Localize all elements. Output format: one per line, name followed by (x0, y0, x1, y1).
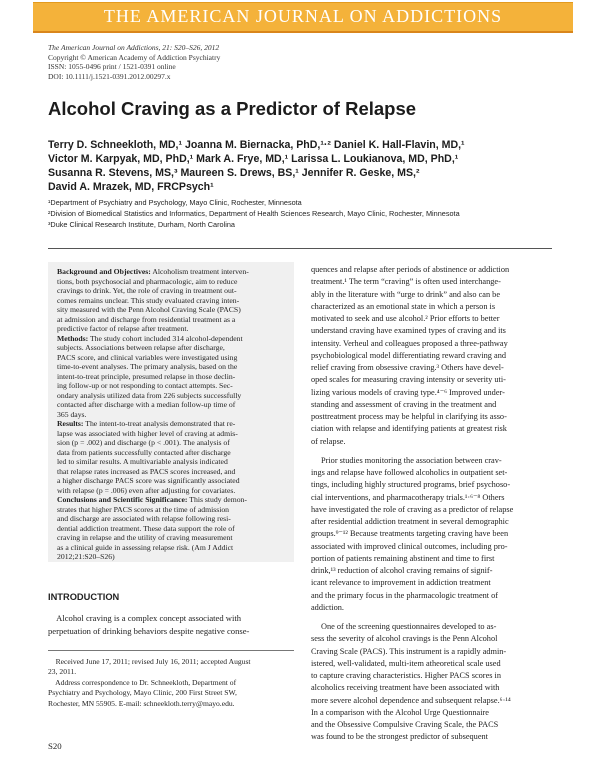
body-line: ably in the literature with “urge to drink” and also can be (311, 289, 500, 299)
abstract-line: and discharge are associated with relapse following resi- (57, 514, 231, 524)
abstract-line: craving in relapse and the utility of craving measurement (57, 533, 233, 543)
abstract-line: contacted after discharge with a median follow-up time of (57, 400, 236, 410)
journal-banner-title: THE AMERICAN JOURNAL ON ADDICTIONS (103, 6, 503, 26)
abstract-line: dential addiction treatment. These data support the role of (57, 523, 235, 533)
author-line: David A. Mrazek, MD, FRCPsych¹ (48, 181, 214, 194)
abstract-results-label: Results: (57, 419, 84, 429)
body-line: more severe alcohol dependence and subsequent relapse.⁶·¹⁴ (311, 695, 511, 705)
author-line: Victor M. Karpyak, MD, PhD,¹ Mark A. Frye, MD,¹ Larissa L. Loukianova, MD, PhD,¹ (48, 153, 459, 166)
abstract-line: Background and Objectives: Alcoholism treatment interven- (57, 267, 249, 276)
footnote (48, 657, 251, 709)
body-line: In a comparison with the Alcohol Urge Questionnaire (311, 707, 489, 717)
body-line: have investigated the role of craving as a predictor of relapse (311, 504, 514, 514)
body-line: cial interventions, and pharmacotherapy trials.¹·⁶⁻⁸ Others (311, 492, 505, 502)
abstract-line: time-to-event analyses. The primary analysis, based on the (57, 362, 238, 372)
abstract-line: sity measured with the Penn Alcohol Craving Scale (PACS) (57, 305, 241, 315)
abstract-conclusions-label: Conclusions and Scientific Significance: (57, 495, 188, 505)
abstract-line: that relapse rates increased as PACS scores increased, and (57, 466, 236, 476)
footnote-line: Address correspondence to Dr. Schneekloth, Department of (48, 677, 237, 687)
body-line: treatment.¹ The term “craving” is often used interchange- (311, 277, 501, 287)
author-line: Susanna R. Stevens, MS,³ Maureen S. Drews, BS,¹ Jennifer R. Geske, MS,² (48, 167, 420, 180)
abstract-background-label: Background and Objectives: (57, 267, 151, 276)
author-line: Terry D. Schneekloth, MD,¹ Joanna M. Biernacka, PhD,¹·² Daniel K. Hall-Flavin, MD,¹ (48, 139, 465, 151)
body-line: and the primary focus in the pharmacologic treatment of (311, 590, 499, 600)
footnote-line: Received June 17, 2011; revised July 16, 2011; accepted August (48, 657, 251, 666)
body-line: portion of patients remaining abstinent and time to first (311, 553, 495, 563)
body-line: characterized as an emotional state in which a person is (311, 301, 496, 311)
affiliation-line: ¹Department of Psychiatry and Psychology, Mayo Clinic, Rochester, Minnesota (48, 198, 302, 207)
abstract-line: strates that higher PACS scores at the time of admission (57, 504, 230, 514)
body-line: intensity. Verheul and colleagues proposed a three-pathway (311, 338, 508, 348)
right-column-text (311, 264, 556, 744)
body-line: motivated to seek and use alcohol.² Prior efforts to better (311, 314, 500, 323)
abstract-line: 2012;21:S20–S26) (57, 552, 115, 562)
abstract-line: subjects. Associations between relapse after discharge, (57, 343, 225, 353)
abstract-line: PACS score, and clinical variables were investigated using (57, 352, 238, 362)
abstract-line: intent-to-treat principle, presumed relapse in those declin- (57, 371, 236, 381)
body-line: quences and relapse after periods of abstinence or addiction (311, 265, 510, 274)
body-line: and the Obsessive Compulsive Craving Scale, the PACS (311, 720, 499, 729)
body-line: groups.⁹⁻¹² Because treatments targeting craving have been (311, 529, 509, 539)
body-line: addiction. (311, 602, 344, 612)
affiliation-line: ²Division of Biomedical Statistics and Informatics, Department of Health Sciences Research, Mayo Clinic, Rochester, Minnesota (48, 208, 460, 218)
introduction-heading: INTRODUCTION (48, 592, 120, 602)
abstract-line: Results: The intent-to-treat analysis demonstrated that re- (57, 419, 236, 429)
abstract (57, 267, 288, 562)
footnote-line: Rochester, MN 55905. E-mail: schneekloth.terry@mayo.edu. (48, 698, 235, 708)
body-line: associated with improved clinical outcomes, including pro- (311, 541, 508, 551)
abstract-line: with relapse (p = .006) even after adjusting for covariates. (57, 485, 236, 495)
page-number: S20 (48, 741, 62, 751)
copyright-line: Copyright © American Academy of Addiction Psychiatry (48, 52, 221, 62)
abstract-line: Conclusions and Scientific Significance: This study demon- (57, 495, 247, 505)
body-line: oped scales for measuring craving intensity or severity uti- (311, 375, 506, 385)
affiliation-line: ³Duke Clinical Research Institute, Durham, North Carolina (48, 219, 235, 229)
paragraph-gap (311, 448, 556, 455)
abstract-line: predictive factor of relapse after treatment. (57, 324, 189, 334)
body-line: ings and relapse have followed alcoholics in outpatient set- (311, 468, 508, 477)
introduction-text (48, 612, 249, 638)
body-line: sess the severity of alcohol cravings is the Penn Alcohol (311, 634, 498, 644)
abstract-line: led to similar results. A multivariable analysis indicated (57, 457, 228, 467)
body-line: posttreatment process may be helpful in clarifying its asso- (311, 412, 507, 421)
journal-banner (33, 2, 573, 33)
body-line: to capture craving characteristics. Higher PACS scores in (311, 671, 502, 680)
body-line: ciation with relapse and identifying patients at greatest risk (311, 424, 507, 434)
abstract-line: ondary analysis utilized data from 226 subjects successfully (57, 390, 242, 400)
journal-citation: The American Journal on Addictions, 21: S20–S26, 2012 (48, 43, 220, 52)
abstract-line: Methods: The study cohort included 314 alcohol-dependent (57, 333, 243, 343)
abstract-line: comes remains unclear. This study evaluated craving inten- (57, 295, 240, 305)
body-line: drink,¹³ reduction of alcohol craving remains of signif- (311, 566, 493, 575)
issn-line: ISSN: 1055-0496 print / 1521-0391 online (48, 62, 176, 72)
body-line: lizing various models of craving type.⁴⁻⁶ Improved under- (311, 387, 505, 397)
abstract-line: data from patients successfully contacted after discharge (57, 447, 231, 457)
footnote-line: Psychiatry and Psychology, Mayo Clinic, 200 First Street SW, (48, 688, 237, 698)
author-list (48, 138, 465, 194)
footnote-divider (48, 650, 294, 651)
body-line: istered, well-validated, multi-item atheoretical scale used (311, 658, 501, 668)
body-line: understand craving have examined types of craving and its (311, 326, 506, 336)
footnote-line: 23, 2011. (48, 667, 77, 677)
abstract-line: at admission and discharge from residential treatment as a (57, 314, 236, 324)
body-line: perpetuation of drinking behaviors despite negative conse- (48, 625, 250, 636)
body-line: psychobiological model differentiating reward craving and (311, 350, 506, 360)
doi-line[interactable]: DOI: 10.1111/j.1521-0391.2012.00297.x (48, 71, 171, 81)
abstract-line: cravings to drink. Yet, the role of craving in treatment out- (57, 286, 237, 296)
article-metadata (48, 43, 220, 81)
body-line: Alcohol craving is a complex concept associated with (48, 613, 242, 623)
abstract-line: lapse was associated with higher level of craving at admis- (57, 428, 238, 438)
body-line: alcoholics receiving treatment have been associated with (311, 683, 500, 693)
body-line: relief craving from obsessive craving.³ Others have devel- (311, 363, 504, 372)
abstract-line: ing follow-up or not responding to contact attempts. Sec- (57, 381, 233, 391)
abstract-line: sion (p = .002) and discharge (p < .001). The analysis of (57, 438, 230, 448)
header-divider (48, 248, 552, 249)
body-line: standing and assessment of craving in the treatment and (311, 399, 497, 409)
abstract-line: 365 days. (57, 409, 87, 419)
body-line: tings, including highly structured programs, brief psychoso- (311, 480, 511, 490)
abstract-line: a higher discharge PACS score was significantly associated (57, 476, 240, 486)
abstract-line: as a clinical guide in assessing relapse risk. (Am J Addict (57, 542, 234, 552)
body-line: was found to be the strongest predictor of subsequent (311, 732, 488, 742)
body-line: One of the screening questionnaires developed to as- (321, 622, 497, 631)
affiliation-list (48, 198, 460, 230)
body-line: Craving Scale (PACS). This instrument is a rapidly admin- (311, 646, 507, 656)
abstract-line: tions, both psychosocial and pharmacologic, aim to reduce (57, 276, 238, 286)
abstract-methods-label: Methods: (57, 333, 89, 343)
article-title: Alcohol Craving as a Predictor of Relapse (48, 98, 417, 119)
body-line: after residential addiction treatment in several demographic (311, 517, 509, 526)
body-line: icant relevance to improvement in addiction treatment (311, 578, 491, 588)
paragraph-gap (311, 614, 556, 621)
body-line: of relapse. (311, 436, 346, 446)
body-line: Prior studies monitoring the association between crav- (321, 455, 502, 465)
